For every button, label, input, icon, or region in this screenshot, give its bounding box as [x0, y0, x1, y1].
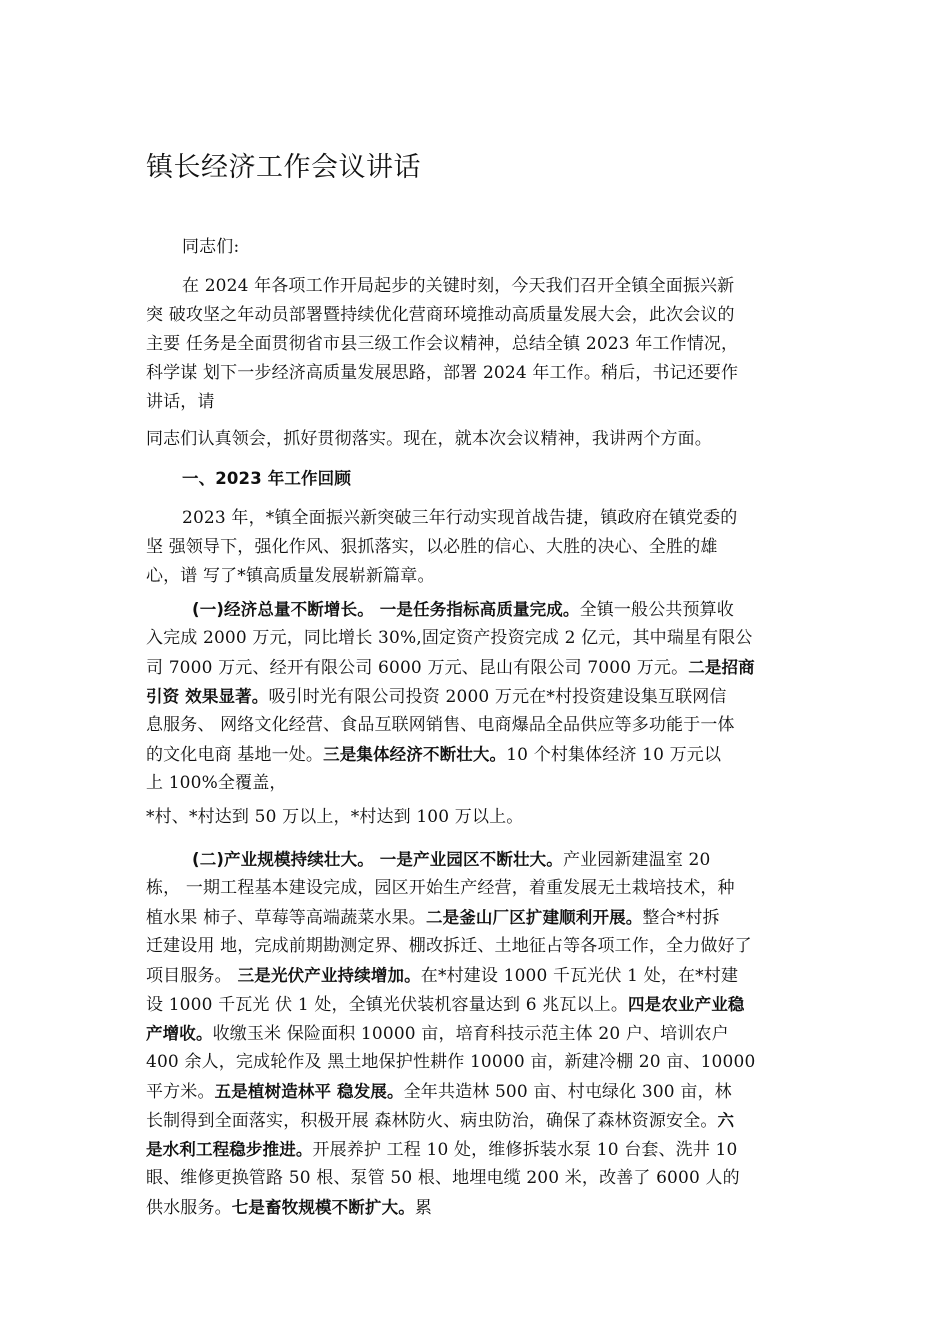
text-line: 突 破攻坚之年动员部署暨持续优化营商环境推动高质量发展大会，此次会议的 — [146, 305, 735, 325]
intro-paragraph — [146, 272, 814, 417]
text-run: 全年共造林 500 亩、村屯绿化 300 亩，林 — [403, 1082, 732, 1102]
text-run: 10 个村集体经济 10 万元以 — [506, 745, 722, 765]
text-line — [146, 903, 814, 932]
text-run: 平方米。 — [146, 1082, 215, 1102]
text-line: 入完成 2000 万元，同比增长 30%,固定资产投资完成 2 亿元，其中瑞星有限公 — [146, 628, 753, 648]
text-line: *村、*村达到 50 万以上，*村达到 100 万以上。 — [146, 807, 524, 827]
text-line: 上 100%全覆盖， — [146, 773, 287, 793]
key-point: 三是光伏产业持续增加。 — [231, 966, 421, 985]
subheading: (一)经济总量不断增长。 — [192, 600, 374, 619]
key-point: 五是植树造林平 稳发展。 — [214, 1082, 404, 1101]
text-line: 坚 强领导下，强化作风、狠抓落实，以必胜的信心、大胜的决心、全胜的雄 — [146, 537, 718, 557]
text-run: 开展养护 工程 10 处，维修拆装水泵 10 台套、洗井 10 — [312, 1140, 738, 1160]
part2-paragraph — [146, 845, 814, 1222]
text-line — [146, 740, 814, 769]
text-line — [146, 845, 814, 874]
text-line — [146, 1077, 814, 1106]
text-line: 栋， 一期工程基本建设完成，园区开始生产经营，着重发展无土栽培技术，种 — [146, 878, 735, 898]
text-run: 在*村建设 1000 千瓦光伏 1 处，在*村建 — [420, 966, 739, 986]
text-run: 整合*村拆 — [642, 908, 720, 928]
text-line — [146, 1106, 814, 1135]
text-run: 产业园新建温室 20 — [562, 850, 711, 870]
text-line: 眼、维修更换管路 50 根、泵管 50 根、地埋电缆 200 米，改善了 6000 人的 — [146, 1168, 740, 1188]
text-line: 息服务、 网络文化经营、食品互联网销售、电商爆品全品供应等多功能于一体 — [146, 715, 735, 735]
section-heading-text: 一、2023 年工作回顾 — [182, 469, 351, 488]
key-point: 六 — [717, 1111, 735, 1130]
text-line — [146, 1135, 814, 1164]
subheading: (二)产业规模持续壮大。 — [192, 850, 374, 869]
text-line: 同志们认真领会，抓好贯彻落实。现在，就本次会议精神，我讲两个方面。 — [146, 429, 712, 449]
text-line — [146, 653, 814, 682]
text-run: 吸引时光有限公司投资 2000 万元在*村投资建设集互联网信 — [268, 687, 727, 707]
key-point: 引资 效果显著。 — [146, 687, 269, 706]
key-point: 一是产业园区不断壮大。 — [373, 850, 563, 869]
text-line: 400 余人，完成轮作及 黑土地保护性耕作 10000 亩，新建冷棚 20 亩、10000 — [146, 1052, 756, 1072]
key-point: 二是招商 — [688, 658, 755, 677]
text-run: 司 7000 万元、经开有限公司 6000 万元、昆山有限公司 7000 万元。 — [146, 658, 689, 678]
text-line: 迁建设用 地，完成前期勘测定界、棚改拆迁、土地征占等各项工作，全力做好了 — [146, 936, 752, 956]
greeting: 同志们: — [182, 237, 240, 257]
text-run: 长制得到全面落实，积极开展 森林防火、病虫防治，确保了森林资源安全。 — [146, 1111, 718, 1131]
key-point: 四是农业产业稳 — [627, 995, 745, 1014]
part1-paragraph — [146, 595, 814, 798]
key-point: 二是釜山厂区扩建顺利开展。 — [425, 908, 643, 927]
text-line: 讲话，请 — [146, 392, 215, 412]
text-line: 主要 任务是全面贯彻省市县三级工作会议精神，总结全镇 2023 年工作情况， — [146, 334, 739, 354]
part1-continuation — [146, 803, 814, 832]
text-line — [146, 1193, 814, 1222]
text-line — [146, 961, 814, 990]
text-line — [146, 595, 814, 624]
key-point: 一是任务指标高质量完成。 — [373, 600, 580, 619]
section-heading — [146, 464, 814, 493]
text-run: 收缴玉米 保险面积 10000 亩，培育科技示范主体 20 户、培训农户 — [212, 1024, 729, 1044]
text-line: 心，谱 写了*镇高质量发展崭新篇章。 — [146, 566, 435, 586]
text-run: 植水果 柿子、草莓等高端蔬菜水果。 — [146, 908, 426, 928]
text-run: 的文化电商 基地一处。 — [146, 745, 324, 765]
text-line: 在 2024 年各项工作开局起步的关键时刻，今天我们召开全镇全面振兴新 — [182, 276, 735, 296]
key-point: 七是畜牧规模不断扩大。 — [231, 1198, 415, 1217]
text-run: 项目服务。 — [146, 966, 232, 986]
key-point: 是水利工程稳步推进。 — [146, 1140, 313, 1159]
text-line: 科学谋 划下一步经济高质量发展思路，部署 2024 年工作。稍后，书记还要作 — [146, 363, 739, 383]
text-run: 全镇一般公共预算收 — [579, 600, 734, 620]
text-run: 设 1000 千瓦光 伏 1 处，全镇光伏装机容量达到 6 兆瓦以上。 — [146, 995, 628, 1015]
key-point: 三是集体经济不断壮大。 — [323, 745, 507, 764]
intro-block — [146, 233, 814, 262]
text-line — [146, 990, 814, 1019]
summary-paragraph — [146, 504, 814, 591]
key-point: 产增收。 — [146, 1024, 213, 1043]
text-line — [146, 682, 814, 711]
text-run: 累 — [414, 1198, 433, 1218]
text-run: 供水服务。 — [146, 1198, 232, 1218]
text-line — [146, 1019, 814, 1048]
text-line: 2023 年，*镇全面振兴新突破三年行动实现首战告捷，镇政府在镇党委的 — [182, 508, 738, 528]
document-title: 镇长经济工作会议讲话 — [146, 152, 421, 183]
intro-continuation — [146, 425, 814, 454]
